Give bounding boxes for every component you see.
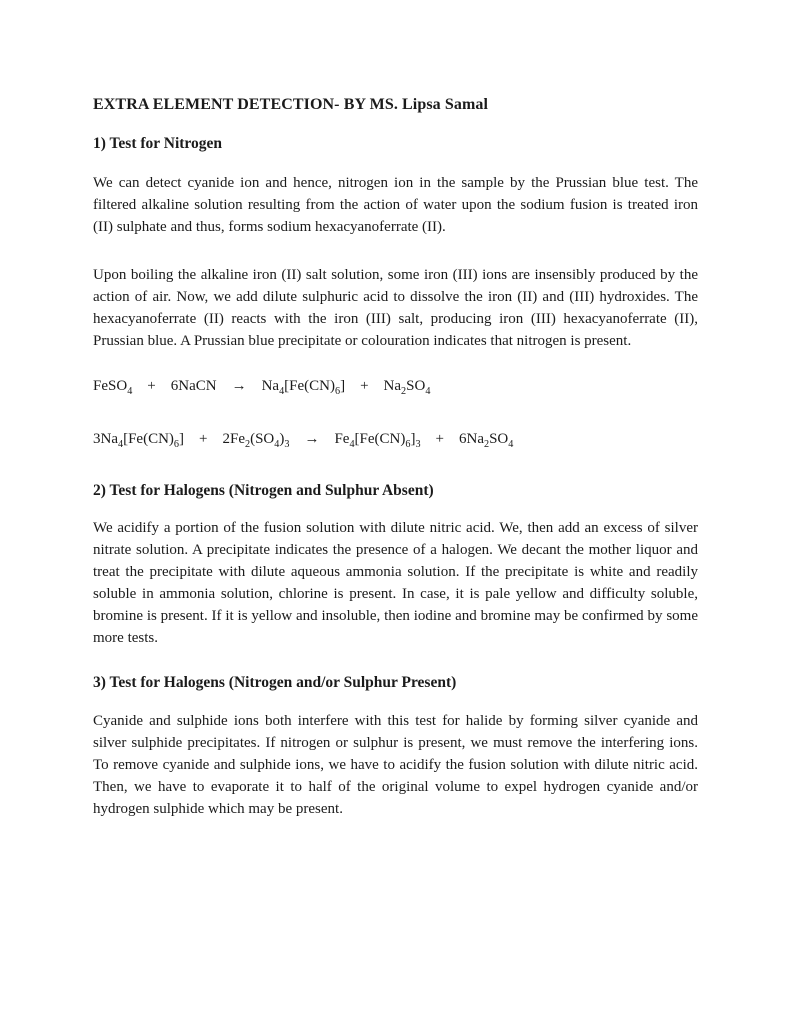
paragraph: Cyanide and sulphide ions both interfere with this test for halide by forming silver cyanide and silver sulphide precipitates. If nitrogen or sulphur is present, we must remove the interfering ions. To remove cyanide and sulphide ions, we have to acidify the fusion solution with dilute nitric acid. Then, we have to evaporate it to half of the original volume to expel hydrogen cyanide and/or hydrogen sulphide which may be present. [93, 713, 698, 817]
section-heading-halogens-absent: 2) Test for Halogens (Nitrogen and Sulphur Absent) [93, 482, 434, 499]
chemical-equation-2: $3Na_4[Fe(CN)_6]$ + $2Fe_2(SO_4)_3$ → $Fe_4[Fe(CN)_6]_3$ + $6Na_2SO_4$ [93, 431, 514, 450]
paragraph: We can detect cyanide ion and hence, nitrogen ion in the sample by the Prussian blue test. The filtered alkaline solution resulting from the action of water upon the sodium fusion is treated iron (II) sulphate and thus, forms sodium hexacyanoferrate (II). [93, 175, 698, 235]
section-heading-nitrogen: 1) Test for Nitrogen [93, 135, 223, 152]
chemical-equation-1: FeSO$_4$ + 6NaCN → $Na_4[Fe(CN)_6]$ + $Na_2SO_4$ [93, 378, 431, 397]
paragraph: We acidify a portion of the fusion solution with dilute nitric acid. We, then add an excess of silver nitrate solution. A precipitate indicates the presence of a halogen. We decant the mother liquor and treat the precipitate with dilute aqueous ammonia solution. If the precipitate is white and readily soluble in ammonia solution, chlorine is present. In case, it is pale yellow and difficulty soluble, bromine is present. If it is yellow and insoluble, then iodine and bromine may be confirmed by some more tests. [93, 520, 698, 646]
paragraph: Upon boiling the alkaline iron (II) salt solution, some iron (III) ions are insensibly produced by the action of air. Now, we add dilute sulphuric acid to dissolve the iron (II) and (III) hydroxides. The hexacyanoferrate (II) reacts with the iron (III) salt, producing iron (III) hexacyanoferrate (II), Prussian blue. A Prussian blue precipitate or colouration indicates that nitrogen is present. [93, 267, 698, 349]
page-title: EXTRA ELEMENT DETECTION- BY MS. Lipsa Samal [93, 96, 489, 113]
section-heading-halogens-present: 3) Test for Halogens (Nitrogen and/or Sulphur Present) [93, 674, 457, 691]
